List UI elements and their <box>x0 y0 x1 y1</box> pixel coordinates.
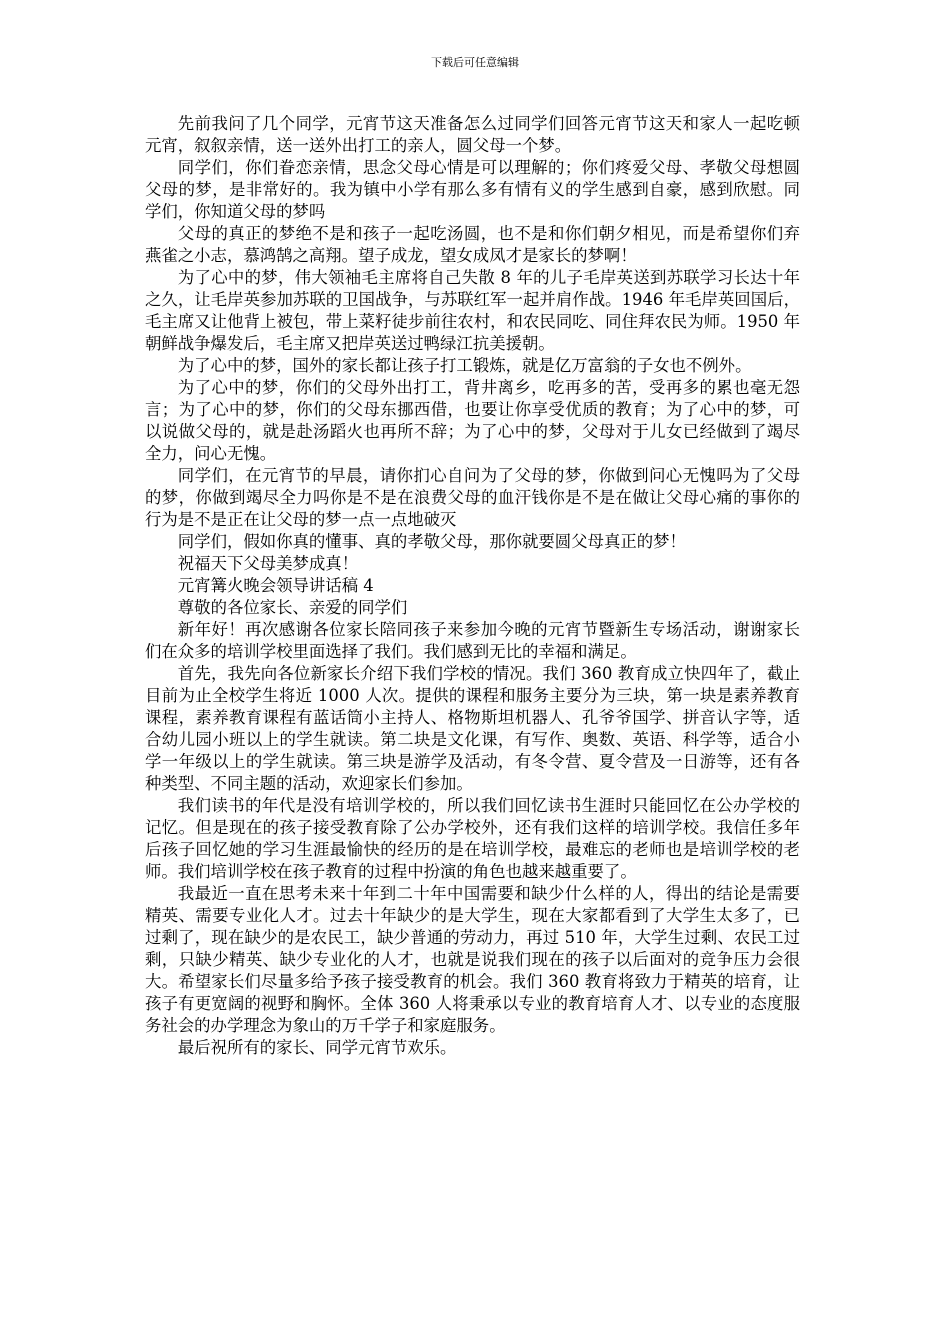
salutation: 尊敬的各位家长、亲爱的同学们 <box>177 598 408 617</box>
paragraph: 为了心中的梦，你们的父母外出打工，背井离乡，吃再多的苦，受再多的累也毫无怨言；为了心中的梦，你们的父母东挪西借，也要让你享受优质的教育；为了心中的梦，可以说做父母的，就是赴汤蹈火也再所不辞；为了心中的梦，父母对于儿女已经做到了竭尽全力，问心无愧。 <box>145 378 800 463</box>
page-header: 下载后可任意编辑 <box>431 56 519 69</box>
paragraph: 同学们，假如你真的懂事、真的孝敬父母，那你就要圆父母真正的梦！ <box>177 532 686 551</box>
paragraph: 我们读书的年代是没有培训学校的，所以我们回忆读书生涯时只能回忆在公办学校的记忆。但是现在的孩子接受教育除了公办学校外，还有我们这样的培训学校。我信任多年后孩子回忆她的学习生涯最愉快的经历的是在培训学校，最难忘的老师也是培训学校的老师。我们培训学校在孩子教育的过程中扮演的角色也越来越重要了。 <box>145 796 800 881</box>
paragraph: 为了心中的梦，伟大领袖毛主席将自己失散 8 年的儿子毛岸英送到苏联学习长达十年之久，让毛岸英参加苏联的卫国战争，与苏联红军一起并肩作战。1946 年毛岸英回国后，毛主席又让他背上被包，带上菜籽徒步前往农村，和农民同吃、同住拜农民为师。1950 年朝鲜战争爆发后，毛主席又把岸英送过鸭绿江抗美援朝。 <box>145 268 800 353</box>
paragraph: 新年好！再次感谢各位家长陪同孩子来参加今晚的元宵节暨新生专场活动，谢谢家长们在众多的培训学校里面选择了我们。我们感到无比的幸福和满足。 <box>145 620 800 661</box>
paragraph: 同学们，在元宵节的早晨，请你扪心自问为了父母的梦，你做到问心无愧吗为了父母的梦，你做到竭尽全力吗你是不是在浪费父母的血汗钱你是不是在做让父母心痛的事你的行为是不是正在让父母的梦一点一点地破灭 <box>145 466 800 529</box>
paragraph: 首先，我先向各位新家长介绍下我们学校的情况。我们 360 教育成立快四年了，截止目前为止全校学生将近 1000 人次。提供的课程和服务主要分为三块，第一块是素养教育课程，素养教育课程有蓝话筒小主持人、格物斯坦机器人、孔爷爷国学、拼音认字等，适合幼儿园小班以上的学生就读。第二块是文化课，有写作、奥数、英语、科学等，适合小学一年级以上的学生就读。第三块是游学及活动，有冬令营、夏令营及一日游等，还有各种类型、不同主题的活动，欢迎家长们参加。 <box>145 664 800 793</box>
section-title: 元宵篝火晚会领导讲话稿 4 <box>177 576 374 595</box>
closing-line: 最后祝所有的家长、同学元宵节欢乐。 <box>177 1038 457 1057</box>
paragraph: 先前我问了几个同学，元宵节这天准备怎么过同学们回答元宵节这天和家人一起吃顿元宵，叙叙亲情，送一送外出打工的亲人，圆父母一个梦。 <box>145 114 800 155</box>
paragraph: 我最近一直在思考未来十年到二十年中国需要和缺少什么样的人，得出的结论是需要精英、需要专业化人才。过去十年缺少的是大学生，现在大家都看到了大学生太多了，已过剩了，现在缺少的是农民工，缺少普通的劳动力，再过 510 年，大学生过剩、农民工过剩，只缺少精英、缺少专业化的人才，也就是说我们现在的孩子以后面对的竞争压力会很大。希望家长们尽量多给予孩子接受教育的机会。我们 360 教育将致力于精英的培育，让孩子有更宽阔的视野和胸怀。全体 360 人将秉承以专业的教育培育人才、以专业的态度服务社会的办学理念为象山的万千学子和家庭服务。 <box>145 884 800 1035</box>
blessing-line: 祝福天下父母美梦成真！ <box>177 554 359 573</box>
paragraph: 父母的真正的梦绝不是和孩子一起吃汤圆，也不是和你们朝夕相见，而是希望你们弃燕雀之小志，慕鸿鹄之高翔。望子成龙，望女成凤才是家长的梦啊！ <box>145 224 800 265</box>
paragraph: 同学们，你们眷恋亲情，思念父母心情是可以理解的；你们疼爱父母、孝敬父母想圆父母的梦，是非常好的。我为镇中小学有那么多有情有义的学生感到自豪，感到欣慰。同学们，你知道父母的梦吗 <box>145 158 800 221</box>
document-body <box>145 113 800 1059</box>
paragraph: 为了心中的梦，国外的家长都让孩子打工锻炼，就是亿万富翁的子女也不例外。 <box>177 356 752 375</box>
